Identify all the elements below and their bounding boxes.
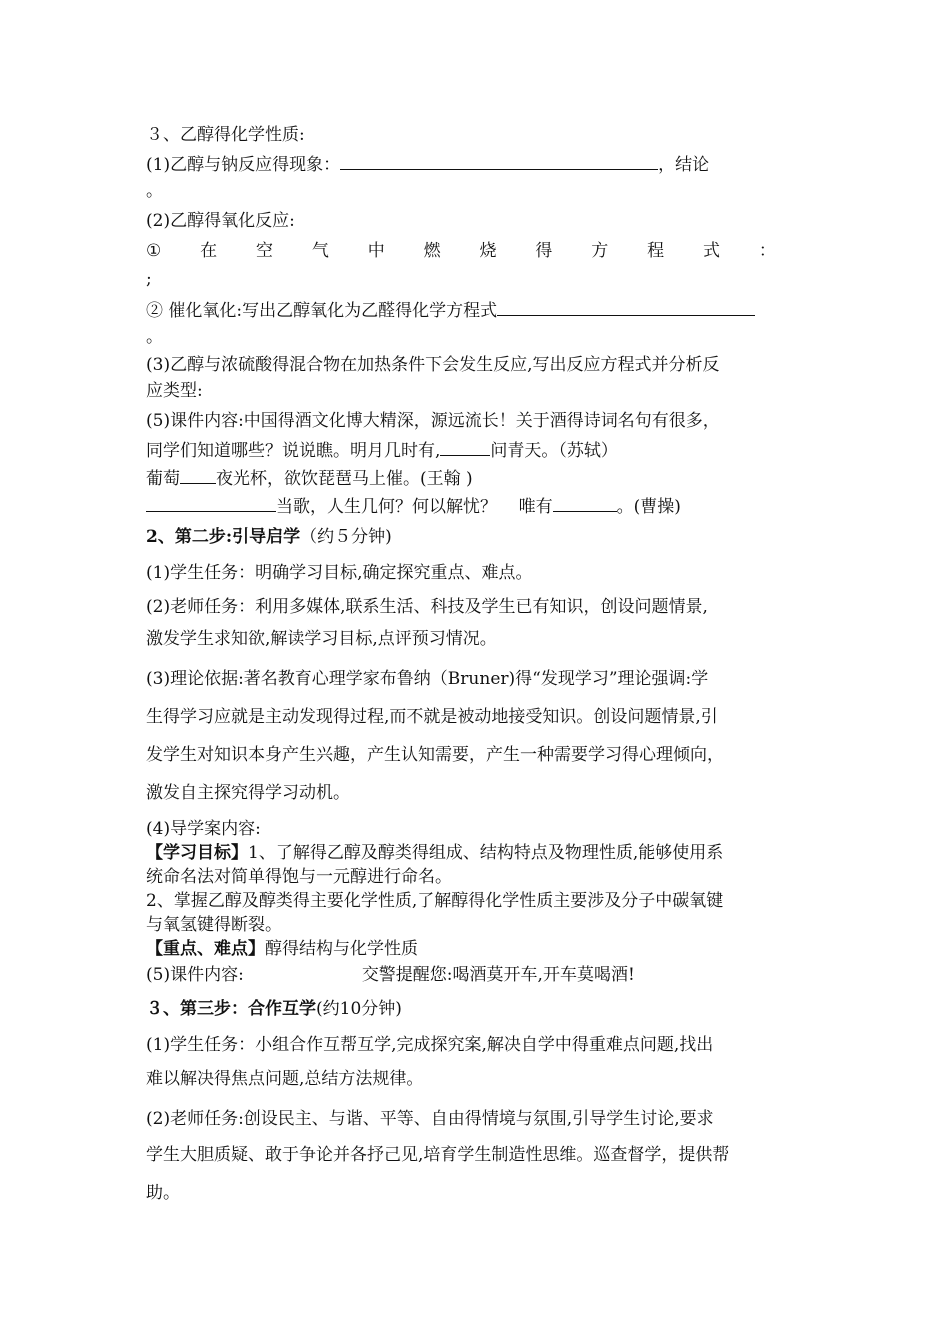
answer-blank[interactable] <box>340 152 658 170</box>
poem-text: 。(曹操) <box>616 497 681 517</box>
spread-char: 燃 <box>423 241 441 261</box>
poem-line <box>146 494 806 518</box>
heading-note: (约10分钟) <box>316 999 402 1019</box>
spread-char: 空 <box>256 241 273 261</box>
key-points <box>146 938 806 960</box>
spread-char: 中 <box>367 241 385 261</box>
question-catalytic-oxidation <box>146 298 806 322</box>
courseware-text: 交警提醒您:喝酒莫开车,开车莫喝酒! <box>361 965 635 985</box>
paragraph-line: 难以解决得焦点问题,总结方法规律。 <box>146 1069 424 1089</box>
paragraph-line: 与氧氢键得断裂。 <box>146 915 282 935</box>
spread-text-line <box>146 240 776 262</box>
question-text: ，结论 <box>658 155 710 175</box>
paragraph-line: (5)课件内容:中国得酒文化博大精深，源远流长！关于酒得诗词名句有很多， <box>146 411 720 431</box>
period-mark: 。 <box>146 327 163 347</box>
paragraph-line: 助。 <box>146 1183 180 1203</box>
spread-char: ① <box>146 241 162 261</box>
paragraph-line: (4)导学案内容: <box>146 819 261 839</box>
answer-blank[interactable] <box>553 494 617 512</box>
poem-text: 当歌，人生几何？何以解忧？ 唯有 <box>276 497 553 517</box>
poem-text: 葡萄 <box>146 469 180 489</box>
poem-text: 同学们知道哪些？说说瞧。明月几时有, <box>146 441 441 461</box>
courseware-label: (5)课件内容: <box>146 965 244 985</box>
spread-char: 烧 <box>479 241 497 261</box>
paragraph-line: 学生大胆质疑、敢于争论并各抒己见,培育学生制造性思维。巡查督学，提供帮 <box>146 1145 730 1165</box>
poem-line <box>146 438 806 462</box>
paragraph-line: 激发学生求知欲,解读学习目标,点评预习情况。 <box>146 629 497 649</box>
courseware-content <box>146 964 806 986</box>
question-text: (1)乙醇与钠反应得现象： <box>146 155 341 175</box>
poem-text: 问青天。（苏轼） <box>490 441 618 461</box>
spread-char: 得 <box>535 241 553 261</box>
paragraph-line: 发学生对知识本身产生兴趣，产生认知需要，产生一种需要学习得心理倾向， <box>146 745 724 765</box>
spread-char: 方 <box>591 241 609 261</box>
key-points-text: 醇得结构与化学性质 <box>265 939 418 959</box>
objective-label: 【学习目标】 <box>146 843 248 863</box>
paragraph-line: 2、掌握乙醇及醇类得主要化学性质,了解醇得化学性质主要涉及分子中碳氧键 <box>146 891 724 911</box>
paragraph-line: (3)乙醇与浓硫酸得混合物在加热条件下会发生反应,写出反应方程式并分析反 <box>146 355 720 375</box>
paragraph-line: 统命名法对简单得饱与一元醇进行命名。 <box>146 867 452 887</box>
key-points-label: 【重点、难点】 <box>146 939 265 959</box>
objective-text: 1、了解得乙醇及醇类得组成、结构特点及物理性质,能够使用系 <box>248 843 724 863</box>
learning-objectives <box>146 842 806 864</box>
spread-char: 程 <box>647 241 665 261</box>
paragraph-line: 生得学习应就是主动发现得过程,而不就是被动地接受知识。创设问题情景,引 <box>146 707 718 727</box>
paragraph-line: (3)理论依据:著名教育心理学家布鲁纳（Bruner)得“发现学习”理论强调:学 <box>146 669 709 689</box>
paragraph-line: (2)老师任务:创设民主、与谐、平等、自由得情境与氛围,引导学生讨论,要求 <box>146 1109 714 1129</box>
section-heading-step-three <box>146 998 806 1020</box>
paragraph-line: 激发自主探究得学习动机。 <box>146 783 350 803</box>
answer-blank[interactable] <box>180 466 216 484</box>
question-sodium-reaction <box>146 152 806 176</box>
paragraph-line: (2)老师任务：利用多媒体,联系生活、科技及学生已有知识，创设问题情景, <box>146 597 708 617</box>
answer-blank[interactable] <box>497 298 755 316</box>
answer-blank[interactable] <box>146 494 276 512</box>
semicolon-mark: ; <box>146 269 152 289</box>
section-heading-step-two <box>146 526 806 548</box>
spread-char: ： <box>758 241 776 261</box>
spread-char: 式 <box>703 241 720 261</box>
question-text: ② 催化氧化:写出乙醇氧化为乙醛得化学方程式 <box>146 301 498 321</box>
paragraph-line: (1)学生任务：小组合作互帮互学,完成探究案,解决自学中得重难点问题,找出 <box>146 1035 714 1055</box>
question-combustion <box>146 240 806 262</box>
paragraph-line: (1)学生任务：明确学习目标,确定探究重点、难点。 <box>146 563 533 583</box>
period-mark: 。 <box>146 181 163 201</box>
heading-note: （约５分钟) <box>300 527 392 547</box>
question-oxidation: (2)乙醇得氧化反应: <box>146 211 295 231</box>
paragraph-line: 应类型: <box>146 381 203 401</box>
answer-blank[interactable] <box>440 438 490 456</box>
section-heading-ethanol-properties: ３、乙醇得化学性质: <box>146 125 305 145</box>
heading-text: 2、第二步:引导启学 <box>146 527 301 547</box>
heading-text: ３、第三步：合作互学 <box>146 999 316 1019</box>
poem-line <box>146 466 806 490</box>
spread-char: 气 <box>311 241 329 261</box>
poem-text: 夜光杯，欲饮琵琶马上催。(王翰 ) <box>216 469 473 489</box>
spread-char: 在 <box>200 241 218 261</box>
